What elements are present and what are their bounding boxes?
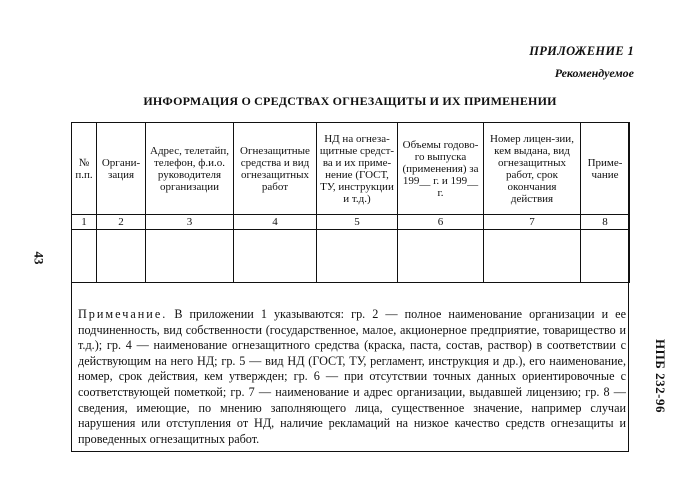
table-header-row (72, 123, 630, 215)
recommended-label: Рекомендуемое (554, 66, 634, 80)
column-header-organization: Органи-зация (97, 123, 146, 215)
table-cell (72, 230, 97, 283)
column-header-address: Адрес, телетайп, телефон, ф.и.о. руководителя организации (146, 123, 234, 215)
table-cell (581, 230, 630, 283)
page-number: 43 (31, 251, 47, 265)
table-cell (97, 230, 146, 283)
column-number: 8 (581, 215, 630, 230)
column-number: 2 (97, 215, 146, 230)
column-header-number: № п.п. (72, 123, 97, 215)
column-number: 3 (146, 215, 234, 230)
column-header-normative-docs: НД на огнеза-щитные средст-ва и их приме-нение (ГОСТ, ТУ, инструкции и т.д.) (317, 123, 398, 215)
column-header-remark: Приме-чание (581, 123, 630, 215)
column-number: 7 (484, 215, 581, 230)
table-row (72, 230, 630, 283)
document-code: НПБ 232-96 (653, 339, 668, 413)
column-number-row (72, 215, 630, 230)
column-header-license: Номер лицен-зии, кем выдана, вид огнезащитных работ, срок окончания действия (484, 123, 581, 215)
column-number: 5 (317, 215, 398, 230)
note-label: Примечание. (78, 307, 168, 321)
column-header-fire-protection-means: Огнезащитные средства и вид огнезащитных работ (234, 123, 317, 215)
table-cell (317, 230, 398, 283)
table-cell (484, 230, 581, 283)
note-text: В приложении 1 указываются: гр. 2 — полное наименование организации и ее подчиненность, вид собственности (государственное, малое, акционерное предприятие, товарищество и т.д.); гр. 4 — наименование огнезащитного средства (краска, паста, состав, раствор) в соответствии с действующим на него НД; гр. 5 — вид НД (ГОСТ, ТУ, регламент, инструкция и др.), его наименование, номер, срок действия, кем утвержден; гр. 6 — при отсутствии точных данных ориентировочные с соответствующей пометкой; гр. 7 — наименование и адрес организации, выдавшей лицензию; гр. 8 — сведения, имеющие, по мнению заполняющего лица, существенное значение, например случаи нарушения или отступления от НД, наличие рекламаций на низкое качество средств огнезащиты и проведенных огнезащитных работ. (78, 307, 627, 446)
column-header-volumes: Объемы годово-го выпуска (применения) за 199__ г. и 199__ г. (398, 123, 484, 215)
table-cell (146, 230, 234, 283)
column-number: 4 (234, 215, 317, 230)
column-number: 1 (72, 215, 97, 230)
info-table (71, 122, 630, 283)
appendix-label: ПРИЛОЖЕНИЕ 1 (529, 44, 634, 58)
table-cell (234, 230, 317, 283)
column-number: 6 (398, 215, 484, 230)
table-cell (398, 230, 484, 283)
page-title: ИНФОРМАЦИЯ О СРЕДСТВАХ ОГНЕЗАЩИТЫ И ИХ ПРИМЕНЕНИИ (143, 94, 557, 108)
note-paragraph (78, 307, 626, 447)
